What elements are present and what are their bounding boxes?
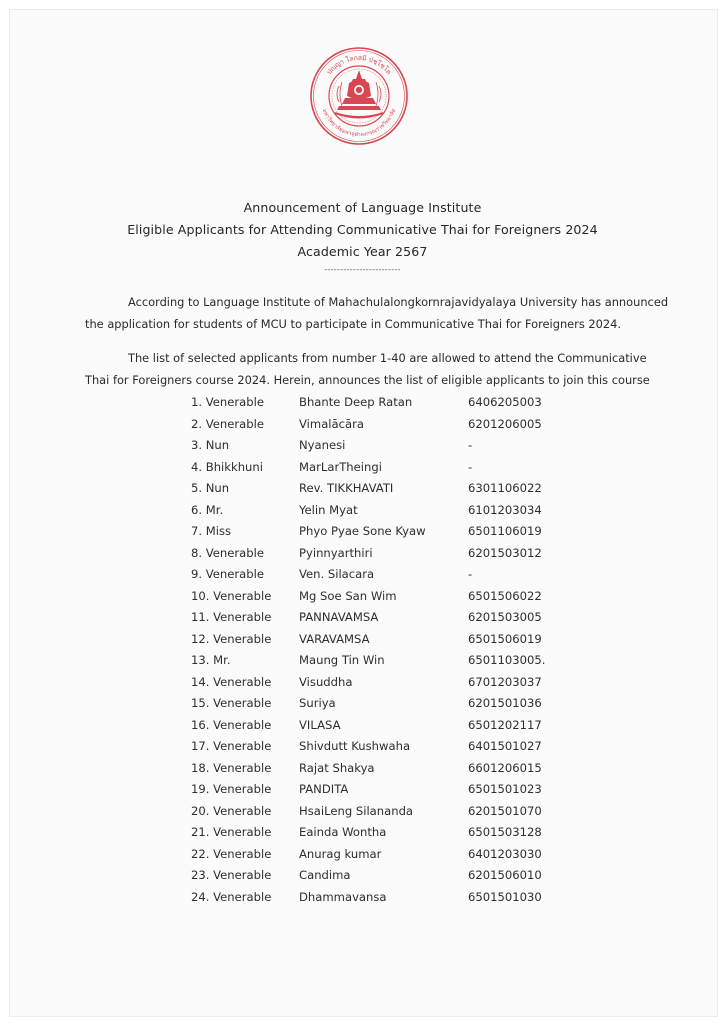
seal-emblem	[335, 70, 383, 119]
applicant-name: PANNAVAMSA	[299, 610, 379, 624]
applicant-name: Pyinnyarthiri	[299, 545, 373, 560]
applicant-title: 13. Mr.	[191, 653, 231, 667]
applicant-name: Anurag kumar	[299, 846, 382, 861]
applicant-id: 6501202117	[468, 717, 542, 732]
applicant-id: 6501506022	[468, 588, 542, 603]
list-item	[0, 716, 725, 738]
list-item	[0, 673, 725, 695]
applicant-id: 6101203034	[468, 502, 542, 517]
applicant-id: 6501103005.	[468, 653, 546, 667]
seal-bottom-text: มหาวิทยาลัยมหาจุฬาลงกรณราชวิทยาลัย	[320, 108, 398, 139]
list-item	[0, 630, 725, 652]
applicant-id: -	[468, 459, 473, 474]
applicant-name: Eainda Wontha	[299, 825, 387, 839]
university-seal	[309, 46, 409, 146]
applicant-title: 16. Venerable	[191, 717, 272, 732]
list-item	[0, 823, 725, 845]
applicant-name: Maung Tin Win	[299, 653, 385, 667]
applicant-title: 21. Venerable	[191, 825, 272, 839]
applicant-title: 22. Venerable	[191, 846, 272, 861]
svg-text:มหาวิทยาลัยมหาจุฬาลงกรณราชวิทย	[321, 108, 397, 138]
paragraph-1-line-2: the application for students of MCU to participate in Communicative Thai for Foreigners 2024.	[85, 317, 622, 331]
applicant-name: Rev. TIKKHAVATI	[299, 481, 394, 495]
applicant-name: Shivdutt Kushwaha	[299, 739, 411, 753]
applicant-name: Candima	[299, 868, 351, 882]
applicant-title: 7. Miss	[191, 524, 232, 538]
applicant-title: 4. Bhikkhuni	[191, 459, 263, 474]
applicant-name: Suriya	[299, 696, 336, 710]
applicant-name: Mg Soe San Wim	[299, 588, 397, 603]
applicant-name: Phyo Pyae Sone Kyaw	[299, 524, 426, 538]
applicant-name: MarLarTheingi	[299, 459, 382, 474]
applicant-id: 6301106022	[468, 481, 542, 495]
list-item	[0, 737, 725, 759]
applicant-title: 18. Venerable	[191, 760, 272, 775]
applicant-title: 3. Nun	[191, 438, 230, 452]
list-item	[0, 458, 725, 480]
list-item	[0, 845, 725, 867]
applicant-title: 24. Venerable	[191, 889, 272, 904]
list-item	[0, 522, 725, 544]
announcement-title: Announcement of Language Institute	[243, 200, 482, 215]
academic-year: Academic Year 2567	[297, 244, 428, 259]
applicant-name: VARAVAMSA	[299, 631, 370, 646]
applicant-title: 2. Venerable	[191, 416, 264, 431]
announcement-subtitle: Eligible Applicants for Attending Communicative Thai for Foreigners 2024	[127, 222, 598, 237]
list-item	[0, 694, 725, 716]
list-item	[0, 436, 725, 458]
applicant-id: 6201501036	[468, 696, 542, 710]
list-item	[0, 780, 725, 802]
list-item	[0, 544, 725, 566]
seal-top-text: ปญฺญา โลกสมิ ปชฺโชโต	[325, 53, 393, 77]
list-item	[0, 888, 725, 910]
title-separator: ------------------------	[324, 265, 401, 274]
applicant-title: 14. Venerable	[191, 674, 272, 689]
applicant-id: 6501506019	[468, 631, 542, 646]
applicant-title: 19. Venerable	[191, 782, 272, 796]
list-item	[0, 759, 725, 781]
list-item	[0, 587, 725, 609]
applicant-id: 6501106019	[468, 524, 542, 538]
list-item	[0, 393, 725, 415]
paragraph-2-line-1: The list of selected applicants from number 1-40 are allowed to attend the Communicative	[128, 351, 647, 365]
applicant-title: 12. Venerable	[191, 631, 272, 646]
applicant-id: 6701203037	[468, 674, 542, 689]
list-item	[0, 501, 725, 523]
applicant-name: Vimalācāra	[299, 416, 364, 431]
applicant-id: 6501503128	[468, 825, 542, 839]
applicant-title: 10. Venerable	[191, 588, 272, 603]
list-item	[0, 415, 725, 437]
paragraph-2-line-2: Thai for Foreigners course 2024. Herein, announces the list of eligible applicants to join this course	[85, 373, 650, 387]
applicant-id: 6401501027	[468, 739, 542, 753]
applicant-name: HsaiLeng Silananda	[299, 803, 414, 818]
applicant-name: Ven. Silacara	[299, 567, 375, 581]
applicant-title: 15. Venerable	[191, 696, 272, 710]
applicant-name: VILASA	[299, 717, 341, 732]
applicant-title: 6. Mr.	[191, 502, 224, 517]
applicant-id: 6501501023	[468, 782, 542, 796]
applicant-id: 6501501030	[468, 889, 542, 904]
applicant-name: Nyanesi	[299, 438, 346, 452]
list-item	[0, 479, 725, 501]
list-item	[0, 651, 725, 673]
applicant-name: PANDITA	[299, 782, 349, 796]
applicant-id: 6201501070	[468, 803, 542, 818]
applicant-id: 6601206015	[468, 760, 542, 775]
applicant-title: 8. Venerable	[191, 545, 264, 560]
applicant-title: 1. Venerable	[191, 395, 264, 409]
applicant-name: Visuddha	[299, 674, 353, 689]
list-item	[0, 565, 725, 587]
applicant-title: 17. Venerable	[191, 739, 272, 753]
applicant-id: -	[468, 567, 473, 581]
applicant-name: Bhante Deep Ratan	[299, 395, 413, 409]
applicant-id: 6201503005	[468, 610, 542, 624]
paragraph-1-line-1: According to Language Institute of Mahachulalongkornrajavidyalaya University has announced	[128, 295, 669, 309]
applicant-title: 23. Venerable	[191, 868, 272, 882]
applicant-id: 6201503012	[468, 545, 542, 560]
applicant-id: 6201506010	[468, 868, 542, 882]
list-item	[0, 866, 725, 888]
applicant-id: 6406205003	[468, 395, 542, 409]
applicant-id: -	[468, 438, 473, 452]
applicant-title: 20. Venerable	[191, 803, 272, 818]
applicant-id: 6201206005	[468, 416, 542, 431]
applicant-name: Rajat Shakya	[299, 760, 375, 775]
applicant-title: 11. Venerable	[191, 610, 272, 624]
applicant-name: Dhammavansa	[299, 889, 387, 904]
applicant-id: 6401203030	[468, 846, 542, 861]
applicant-title: 9. Venerable	[191, 567, 264, 581]
applicant-title: 5. Nun	[191, 481, 230, 495]
applicant-name: Yelin Myat	[299, 502, 358, 517]
list-item	[0, 608, 725, 630]
list-item	[0, 802, 725, 824]
applicant-list	[0, 393, 725, 909]
